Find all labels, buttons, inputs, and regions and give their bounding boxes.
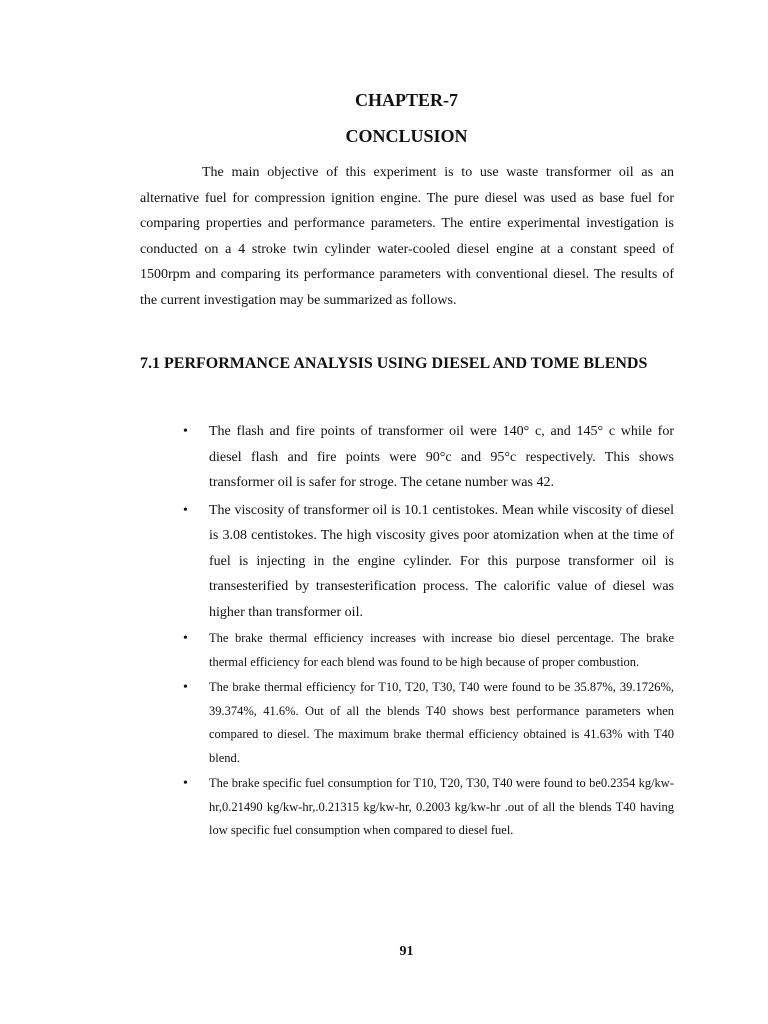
- chapter-label: CHAPTER-7: [355, 90, 458, 110]
- list-item-text: The flash and fire points of transformer oil were 140° c, and 145° c while for diesel flash and fire points were 90°c and 95°c respectively. This shows transformer oil is safer for stroge. The cetane number was 42.: [209, 424, 674, 490]
- list-item: [140, 676, 674, 770]
- list-item-text: The brake thermal efficiency for T10, T20, T30, T40 were found to be 35.87%, 39.1726%, 39.374%, 41.6%. Out of all the blends T40 shows best performance parameters when compared to diesel. The maximum brake thermal efficiency obtained is 41.63% with T40 blend.: [209, 680, 674, 765]
- findings-list: [140, 419, 674, 845]
- chapter-title: CONCLUSION: [345, 126, 468, 146]
- page-number: 91: [399, 944, 414, 959]
- section-heading: 7.1 PERFORMANCE ANALYSIS USING DIESEL AND TOME BLENDS: [140, 355, 648, 372]
- bullet-icon: •: [183, 680, 188, 695]
- list-item: [140, 627, 674, 674]
- list-item-text: The brake specific fuel consumption for T10, T20, T30, T40 were found to be0.2354 kg/kw-hr,0.21490 kg/kw-hr,.0.21315 kg/kw-hr, 0.2003 kg/kw-hr .out of all the blends T40 having low specific fuel consumption when compared to diesel fuel.: [209, 776, 674, 837]
- bullet-icon: •: [183, 424, 188, 439]
- bullet-icon: •: [183, 631, 188, 646]
- list-item: [140, 772, 674, 843]
- list-item-text: The brake thermal efficiency increases with increase bio diesel percentage. The brake thermal efficiency for each blend was found to be high because of proper combustion.: [209, 631, 674, 669]
- bullet-icon: •: [183, 776, 188, 791]
- intro-paragraph: The main objective of this experiment is to use waste transformer oil as an alternative fuel for compression ignition engine. The pure diesel was used as base fuel for comparing properties and performance parameters. The entire experimental investigation is conducted on a 4 stroke twin cylinder water-cooled diesel engine at a constant speed of 1500rpm and comparing its performance parameters with conventional diesel. The results of the current investigation may be summarized as follows.: [140, 165, 674, 308]
- list-item: [140, 498, 674, 626]
- list-item-text: The viscosity of transformer oil is 10.1 centistokes. Mean while viscosity of diesel is 3.08 centistokes. The high viscosity gives poor atomization when at the time of fuel is injecting in the engine cylinder. For this purpose transformer oil is transesterified by transesterification process. The calorific value of diesel was higher than transformer oil.: [209, 502, 674, 620]
- bullet-icon: •: [183, 502, 188, 518]
- list-item: [140, 419, 674, 496]
